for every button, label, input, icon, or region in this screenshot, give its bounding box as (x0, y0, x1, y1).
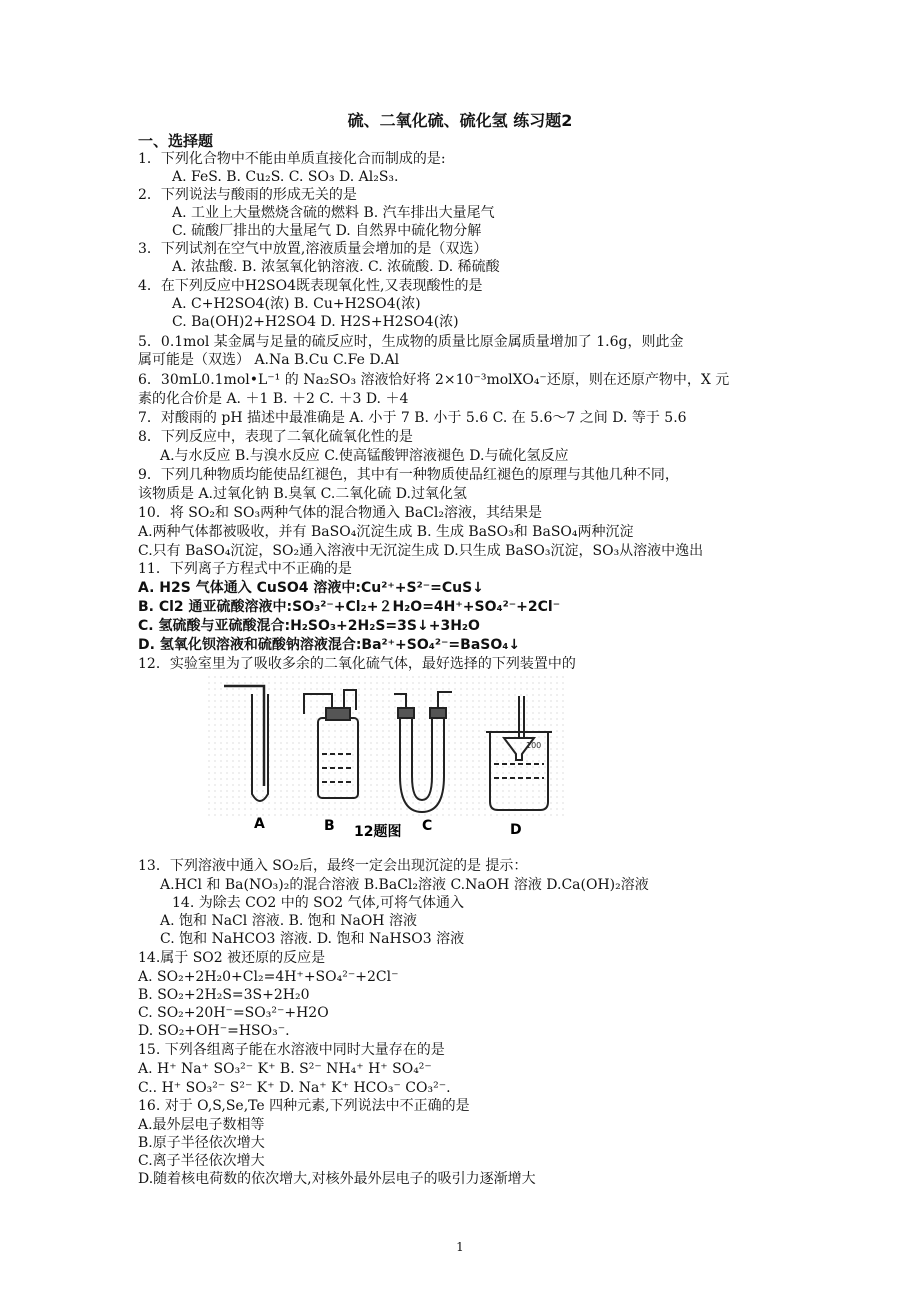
text-line: C.只有 BaSO₄沉淀，SO₂通入溶液中无沉淀生成 D.只生成 BaSO₃沉淀，SO₃从溶液中逸出 (138, 543, 704, 559)
text-line: A. SO₂+2H₂0+Cl₂=4H⁺+SO₄²⁻+2Cl⁻ (138, 969, 399, 985)
text-line: C.离子半径依次增大 (138, 1153, 265, 1169)
text-line: 10．将 SO₂和 SO₃两种气体的混合物通入 BaCl₂溶液，其结果是 (138, 505, 542, 521)
section-heading: 一、选择题 (138, 132, 214, 150)
text-line: 12．实验室里为了吸收多余的二氧化硫气体，最好选择的下列装置中的 (138, 656, 576, 672)
text-line: A. 工业上大量燃烧含硫的燃料 B. 汽车排出大量尾气 (172, 205, 495, 221)
label-c: C (422, 818, 433, 834)
text-line: A. C+H2SO4(浓) B. Cu+H2SO4(浓) (172, 296, 421, 312)
text-line: 13．下列溶液中通入 SO₂后，最终一定会出现沉淀的是 提示： (138, 858, 528, 874)
text-line: C. SO₂+20H⁻=SO₃²⁻+H2O (138, 1005, 329, 1021)
text-line: 1．下列化合物中不能由单质直接化合而制成的是: (138, 151, 446, 167)
text-line: 16. 对于 O,S,Se,Te 四种元素,下列说法中不正确的是 (138, 1098, 470, 1114)
label-b: B (324, 818, 335, 834)
text-line: 9．下列几种物质均能使品红褪色，其中有一种物质使品红褪色的原理与其他几种不同， (138, 467, 679, 483)
label-d: D (510, 822, 522, 838)
text-line: 属可能是（双选） A.Na B.Cu C.Fe D.Al (138, 352, 400, 368)
text-line: D.随着核电荷数的依次增大,对核外最外层电子的吸引力逐渐增大 (138, 1171, 536, 1187)
page-number: 1 (456, 1240, 464, 1254)
label-a: A (254, 816, 265, 832)
text-line: 15. 下列各组离子能在水溶液中同时大量存在的是 (138, 1042, 445, 1058)
text-line: A.HCl 和 Ba(NO₃)₂的混合溶液 B.BaCl₂溶液 C.NaOH 溶液 D.Ca(OH)₂溶液 (160, 877, 649, 893)
text-line: D. 氢氧化钡溶液和硫酸钠溶液混合:Ba²⁺+SO₄²⁻=BaSO₄↓ (138, 637, 521, 653)
text-line: A. FeS. B. Cu₂S. C. SO₃ D. Al₂S₃. (172, 169, 399, 185)
text-line: C. 饱和 NaHCO3 溶液. D. 饱和 NaHSO3 溶液 (160, 931, 465, 947)
text-line: C. Ba(OH)2+H2SO4 D. H2S+H2SO4(浓) (172, 314, 459, 330)
text-line: 11．下列离子方程式中不正确的是 (138, 561, 352, 577)
text-line: D. SO₂+OH⁻=HSO₃⁻. (138, 1023, 290, 1039)
text-line: A.两种气体都被吸收，并有 BaSO₄沉淀生成 B. 生成 BaSO₃和 BaSO₄两种沉淀 (138, 524, 634, 540)
text-line: 素的化合价是 A. ＋1 B. ＋2 C. ＋3 D. ＋4 (138, 391, 409, 407)
beaker-mark: 100 (526, 741, 542, 750)
text-line: C. 氢硫酸与亚硫酸混合:H₂SO₃+2H₂S=3S↓+3H₂O (138, 618, 480, 634)
text-line: 7．对酸雨的 pH 描述中最准确是 A. 小于 7 B. 小于 5.6 C. 在 5.6～7 之间 D. 等于 5.6 (138, 410, 687, 426)
text-line: C. 硫酸厂排出的大量尾气 D. 自然界中硫化物分解 (172, 223, 482, 239)
text-line: C.. H⁺ SO₃²⁻ S²⁻ K⁺ D. Na⁺ K⁺ HCO₃⁻ CO₃²⁻. (138, 1080, 451, 1096)
text-line: A. H⁺ Na⁺ SO₃²⁻ K⁺ B. S²⁻ NH₄⁺ H⁺ SO₄²⁻ (138, 1061, 432, 1077)
text-line: B. SO₂+2H₂S=3S+2H₂0 (138, 987, 310, 1003)
apparatus-figure (208, 676, 568, 846)
text-line: 该物质是 A.过氧化钠 B.臭氧 C.二氧化硫 D.过氧化氢 (138, 486, 467, 502)
text-line: 14.属于 SO2 被还原的反应是 (138, 950, 326, 966)
text-line: 8．下列反应中，表现了二氧化硫氧化性的是 (138, 429, 413, 445)
page-title: 硫、二氧化硫、硫化氢 练习题2 (347, 111, 573, 130)
text-line: B.原子半径依次增大 (138, 1135, 265, 1151)
text-line: A. 饱和 NaCl 溶液. B. 饱和 NaOH 溶液 (160, 913, 417, 929)
text-line: A. H2S 气体通入 CuSO4 溶液中:Cu²⁺+S²⁻=CuS↓ (138, 580, 484, 596)
text-line: 4．在下列反应中H2SO4既表现氧化性,又表现酸性的是 (138, 278, 483, 294)
text-line: A.最外层电子数相等 (138, 1117, 265, 1133)
text-line: A. 浓盐酸. B. 浓氢氧化钠溶液. C. 浓硫酸. D. 稀硫酸 (172, 259, 500, 275)
text-line: 5．0.1mol 某金属与足量的硫反应时，生成物的质量比原金属质量增加了 1.6g，则此金 (138, 334, 684, 350)
text-line: 6．30mL0.1mol•L⁻¹ 的 Na₂SO₃ 溶液恰好将 2×10⁻³molXO₄⁻还原，则在还原产物中，X 元 (138, 372, 730, 388)
text-line: 14. 为除去 CO2 中的 SO2 气体,可将气体通入 (172, 895, 465, 911)
text-line: 2．下列说法与酸雨的形成无关的是 (138, 187, 357, 203)
text-line: B. Cl2 通亚硫酸溶液中:SO₃²⁻+Cl₂+２H₂O=4H⁺+SO₄²⁻+2Cl⁻ (138, 599, 561, 615)
figure-caption: 12题图 (354, 824, 402, 840)
text-line: 3．下列试剂在空气中放置,溶液质量会增加的是（双选） (138, 241, 488, 257)
text-line: A.与水反应 B.与溴水反应 C.使高锰酸钾溶液褪色 D.与硫化氢反应 (160, 448, 569, 464)
